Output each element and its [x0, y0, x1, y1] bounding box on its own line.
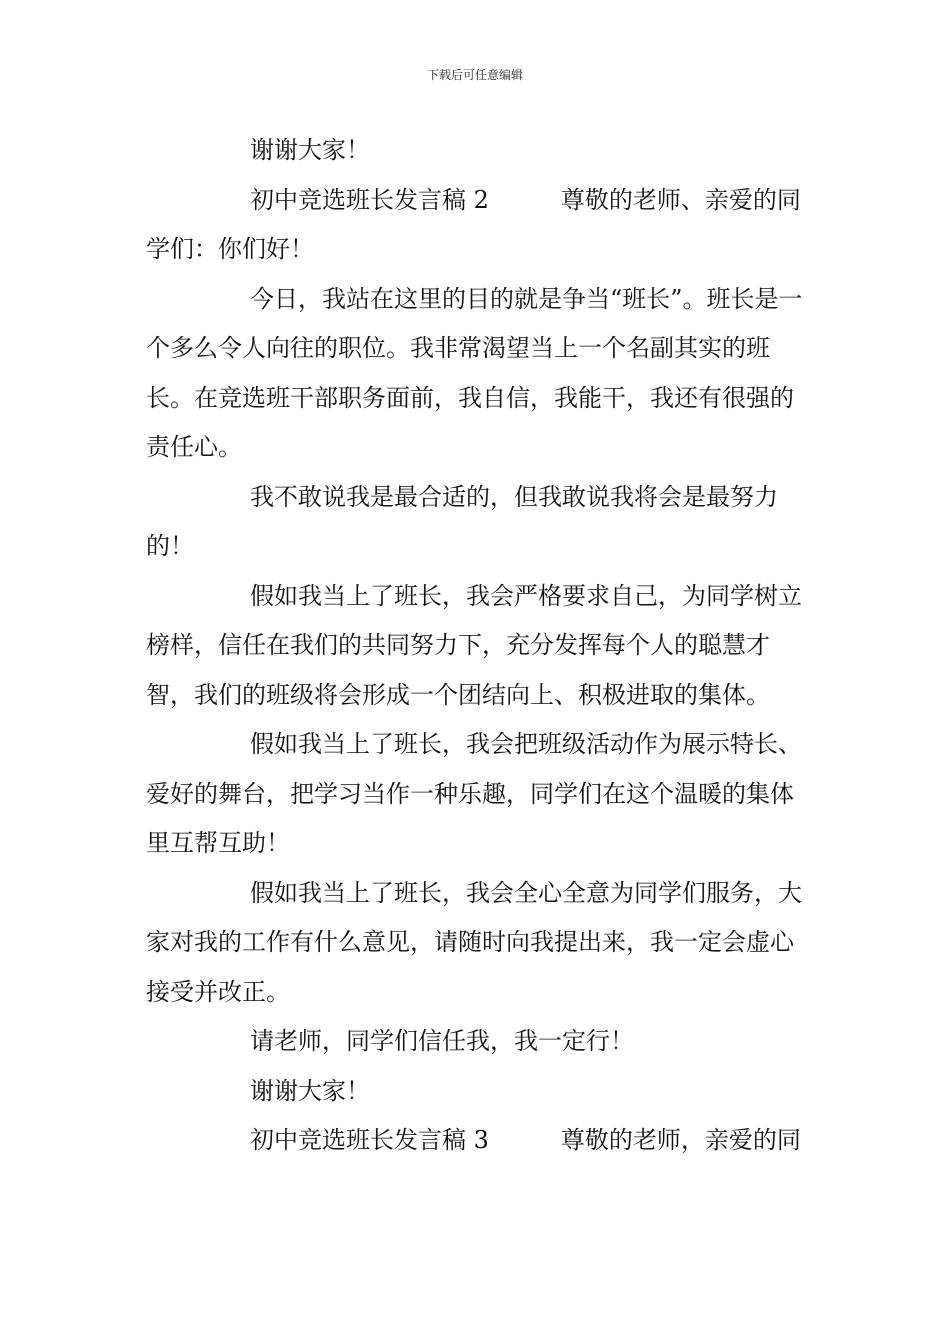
paragraph-service: 假如我当上了班长，我会全心全意为同学们服务，大家对我的工作有什么意见，请随时向我提出来，我一定会虚心接受并改正。: [146, 878, 802, 1006]
paragraph-effort: 我不敢说我是最合适的，但我敢说我将会是最努力的！: [146, 482, 778, 560]
closing-thanks-1: 谢谢大家！: [250, 136, 370, 164]
paragraph-trust: 请老师，同学们信任我，我一定行！: [250, 1027, 634, 1055]
closing-thanks-2: 谢谢大家！: [250, 1076, 370, 1105]
paragraph-activities: 假如我当上了班长，我会把班级活动作为展示特长、爱好的舞台，把学习当作一种乐趣，同学们在这个温暖的集体里互帮互助！: [146, 730, 802, 857]
page-header: 下载后可任意编辑: [426, 68, 523, 82]
document-body: [146, 126, 816, 1166]
paragraph-role-model: 假如我当上了班长，我会严格要求自己，为同学树立榜样，信任在我们的共同努力下，充分发挥每个人的聪慧才智，我们的班级将会形成一个团结向上、积极进取的集体。: [146, 581, 802, 709]
paragraph-intro: 今日，我站在这里的目的就是争当“班长”。班长是一个多么令人向往的职位。我非常渴望当上一个名副其实的班长。在竞选班干部职务面前，我自信，我能干，我还有很强的责任心。: [146, 284, 803, 461]
speech-3-title-greeting: 初中竞选班长发言稿 3 尊敬的老师，亲爱的同: [250, 1126, 801, 1154]
speech-2-title-greeting: 初中竞选班长发言稿 2 尊敬的老师、亲爱的同学们：你们好！: [146, 185, 801, 263]
